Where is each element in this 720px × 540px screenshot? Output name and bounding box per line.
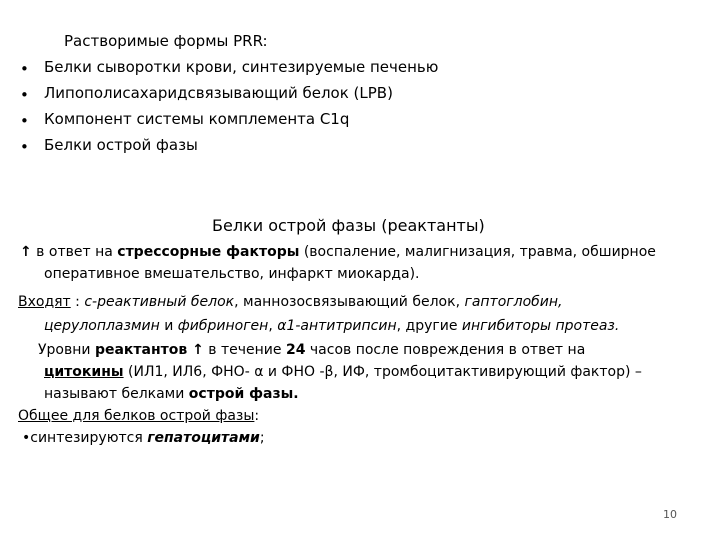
p2-line2 bbox=[44, 318, 619, 334]
p1-text-a: в ответ на bbox=[31, 244, 118, 260]
p3-cytokine-list: (ИЛ1, ИЛ6, ФНО- α и ФНО -β, ИФ, тромбоцитактивирующий фактор) – bbox=[123, 364, 642, 380]
p4-line bbox=[18, 408, 259, 424]
page-number: 10 bbox=[663, 508, 677, 521]
p3-line2 bbox=[44, 364, 642, 380]
p2-crp: c-реактивный белок bbox=[84, 294, 235, 310]
p2-and: и bbox=[159, 318, 178, 334]
bullet-item-2: Липополисахаридсвязывающий белок (LPB) bbox=[44, 84, 393, 102]
p3-reactants: реактантов ↑ bbox=[94, 342, 204, 358]
up-arrow-icon: ↑ bbox=[20, 244, 32, 260]
section-heading-rest: (реактанты) bbox=[376, 216, 485, 235]
section-heading bbox=[212, 216, 485, 235]
p2-mbl: , маннозосвязывающий белок, bbox=[234, 294, 465, 310]
p4-label: Общее для белков острой фазы bbox=[18, 408, 255, 424]
p1-text-c: (воспаление, малигнизация, травма, обширное bbox=[299, 244, 656, 260]
p2-label: Входят bbox=[18, 294, 71, 310]
p5-line bbox=[22, 430, 265, 446]
bullet-marker: • bbox=[20, 60, 29, 78]
p3-line3 bbox=[44, 386, 299, 402]
p2-colon: : bbox=[70, 294, 85, 310]
p2-comma: , bbox=[268, 318, 278, 334]
p3-hours-number: 24 bbox=[285, 342, 306, 358]
bullet-item-3: Компонент системы комплемента C1q bbox=[44, 110, 350, 128]
bullet-item-4: Белки острой фазы bbox=[44, 136, 198, 154]
p3-called: называют белками bbox=[44, 386, 189, 402]
top-title: Растворимые формы PRR: bbox=[64, 32, 268, 50]
p2-protease-inhibitors: ингибиторы протеаз. bbox=[461, 318, 620, 334]
bullet-marker: • bbox=[20, 86, 29, 104]
p2-haptoglobin: гаптоглобин, bbox=[464, 294, 563, 310]
p3-levels: Уровни bbox=[38, 342, 95, 358]
bullet-marker: • bbox=[20, 112, 29, 130]
p3-cytokines: цитокины bbox=[44, 364, 124, 380]
p2-line1 bbox=[18, 294, 562, 310]
bullet-marker: • bbox=[20, 138, 29, 156]
p1-line2: оперативное вмешательство, инфаркт миокарда). bbox=[44, 266, 420, 282]
bullet-item-1: Белки сыворотки крови, синтезируемые печенью bbox=[44, 58, 439, 76]
section-heading-bold: Белки острой фазы bbox=[212, 216, 377, 235]
p1-line1 bbox=[20, 244, 656, 260]
p3-after-damage: часов после повреждения в ответ на bbox=[305, 342, 586, 358]
p5-semicolon: ; bbox=[259, 430, 265, 446]
p3-during: в течение bbox=[203, 342, 286, 358]
p2-other: , другие bbox=[396, 318, 462, 334]
p4-colon: : bbox=[254, 408, 260, 424]
p1-stress-factors: стрессорные факторы bbox=[117, 244, 300, 260]
p2-antitrypsin: α1-антитрипсин bbox=[277, 318, 397, 334]
p3-acute-phase: острой фазы. bbox=[188, 386, 299, 402]
p3-line1 bbox=[38, 342, 585, 358]
p5-hepatocytes: гепатоцитами bbox=[147, 430, 260, 446]
p5-synthesized: •синтезируются bbox=[22, 430, 148, 446]
p2-fibrinogen: фибриноген bbox=[177, 318, 269, 334]
p2-ceruloplasmin: церулоплазмин bbox=[44, 318, 160, 334]
